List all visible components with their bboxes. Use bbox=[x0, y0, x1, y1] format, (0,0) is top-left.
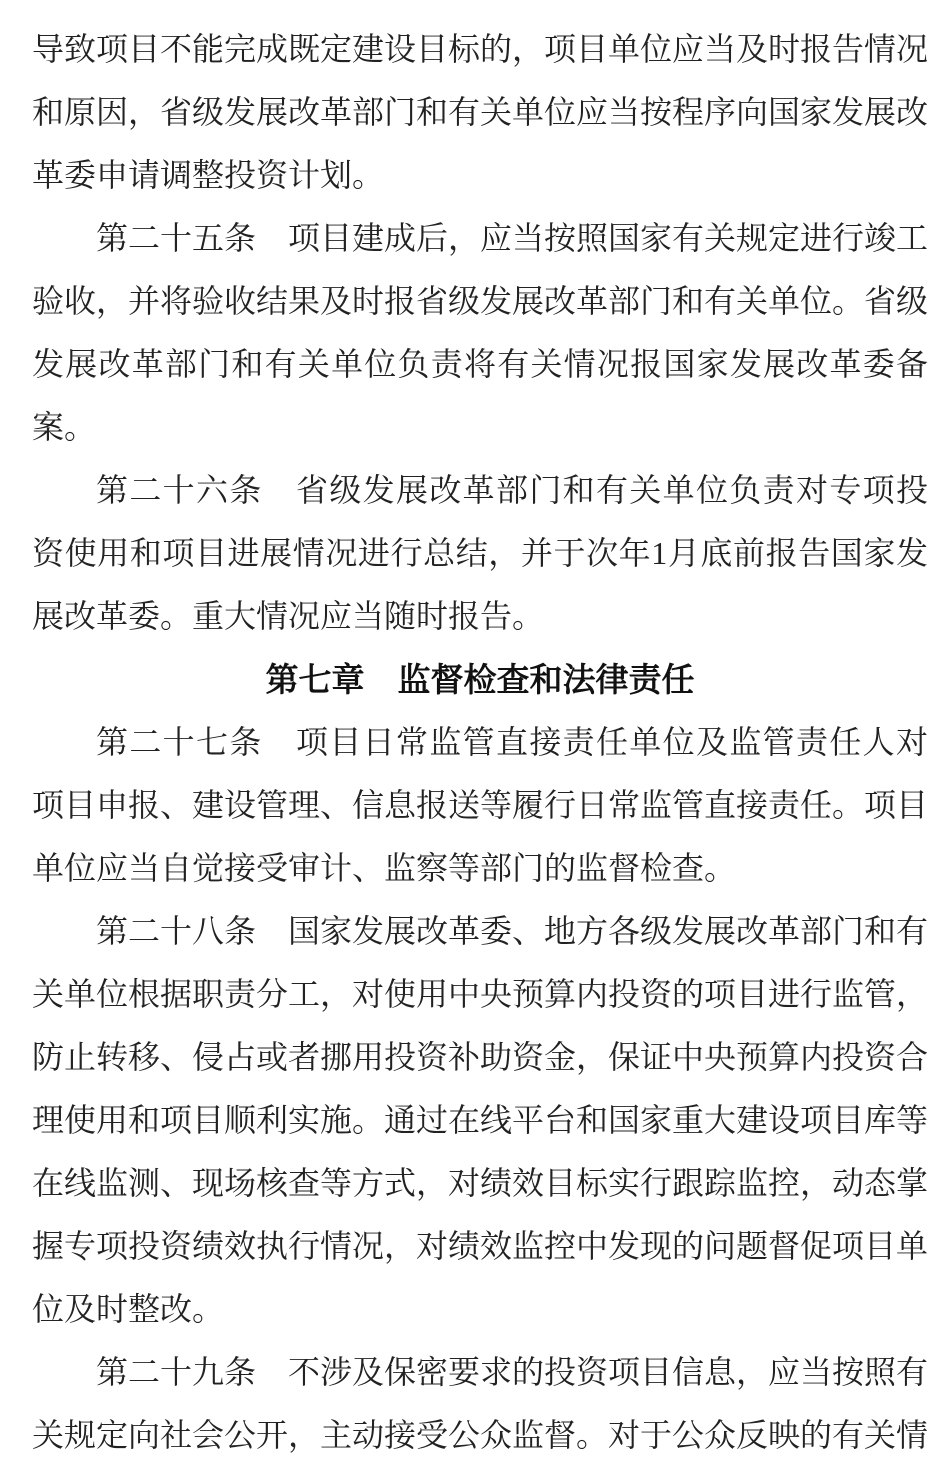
text-line: 项目申报、建设管理、信息报送等履行日常监管直接责任。项目 bbox=[32, 787, 929, 823]
article-27-first-line: 第二十七条 项目日常监管直接责任单位及监管责任人对 bbox=[96, 724, 928, 760]
text-line: 导致项目不能完成既定建设目标的，项目单位应当及时报告情况 bbox=[32, 31, 929, 67]
text-line: 握专项投资绩效执行情况，对绩效监控中发现的问题督促项目单 bbox=[32, 1228, 929, 1264]
article-25-first-line: 第二十五条 项目建成后，应当按照国家有关规定进行竣工 bbox=[96, 220, 929, 256]
text-line: 展改革委。重大情况应当随时报告。 bbox=[32, 598, 545, 634]
text-line: 在线监测、现场核查等方式，对绩效目标实行跟踪监控，动态掌 bbox=[32, 1165, 929, 1201]
text-line: 防止转移、侵占或者挪用投资补助资金，保证中央预算内投资合 bbox=[32, 1039, 929, 1075]
article-29-first-line: 第二十九条 不涉及保密要求的投资项目信息，应当按照有 bbox=[96, 1354, 929, 1390]
text-line: 验收，并将验收结果及时报省级发展改革部门和有关单位。省级 bbox=[32, 283, 929, 319]
text-line: 理使用和项目顺利实施。通过在线平台和国家重大建设项目库等 bbox=[32, 1102, 929, 1138]
text-line: 位及时整改。 bbox=[32, 1291, 225, 1327]
text-line: 和原因，省级发展改革部门和有关单位应当按程序向国家发展改 bbox=[32, 94, 929, 130]
text-line: 关单位根据职责分工，对使用中央预算内投资的项目进行监管， bbox=[32, 976, 929, 1012]
article-26-first-line: 第二十六条 省级发展改革部门和有关单位负责对专项投 bbox=[96, 472, 928, 508]
text-line: 关规定向社会公开，主动接受公众监督。对于公众反映的有关情 bbox=[32, 1417, 929, 1453]
text-line: 发展改革部门和有关单位负责将有关情况报国家发展改革委备 bbox=[32, 346, 928, 382]
text-line: 单位应当自觉接受审计、监察等部门的监督检查。 bbox=[32, 850, 737, 886]
text-line: 革委申请调整投资计划。 bbox=[32, 157, 385, 193]
article-28-first-line: 第二十八条 国家发展改革委、地方各级发展改革部门和有 bbox=[96, 913, 929, 949]
text-line: 资使用和项目进展情况进行总结，并于次年1月底前报告国家发 bbox=[32, 535, 928, 571]
chapter-heading: 第七章 监督检查和法律责任 bbox=[265, 661, 695, 698]
text-line: 案。 bbox=[32, 409, 97, 445]
